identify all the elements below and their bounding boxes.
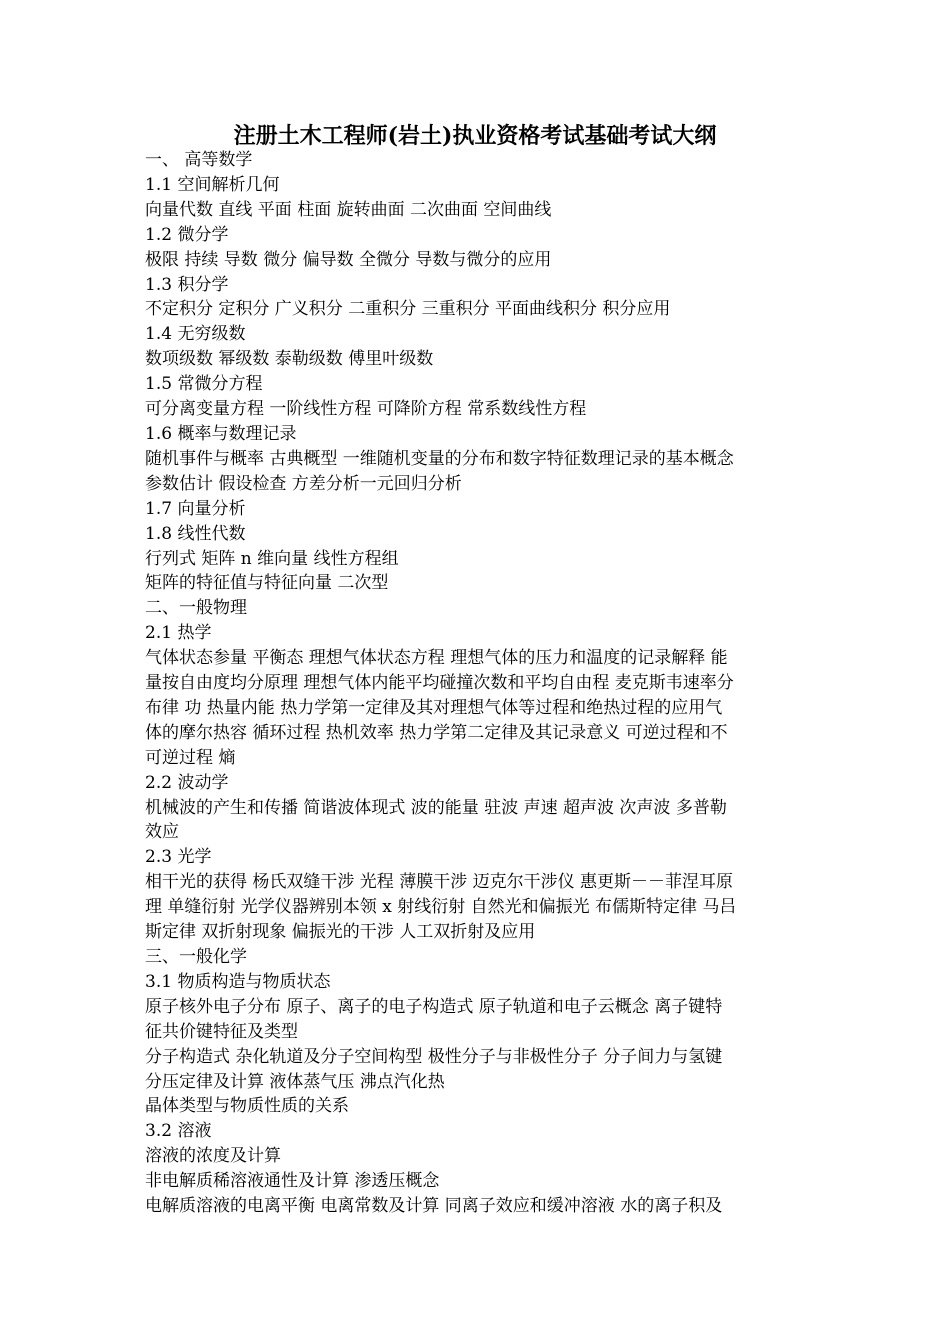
text-line: 1.8 线性代数 xyxy=(145,523,246,544)
text-line: 2.3 光学 xyxy=(145,847,212,868)
text-line: 理 单缝衍射 光学仪器辨别本领 x 射线衍射 自然光和偏振光 布儒斯特定律 马吕 xyxy=(145,897,737,918)
text-line: 分压定律及计算 液体蒸气压 沸点汽化热 xyxy=(145,1071,445,1092)
text-line: 1.2 微分学 xyxy=(145,224,229,245)
text-line: 1.7 向量分析 xyxy=(145,498,246,519)
text-line: 矩阵的特征值与特征向量 二次型 xyxy=(145,573,389,594)
text-line: 效应 xyxy=(145,822,179,843)
text-line: 分子构造式 杂化轨道及分子空间构型 极性分子与非极性分子 分子间力与氢键 xyxy=(145,1046,723,1067)
text-line: 1.5 常微分方程 xyxy=(145,374,263,395)
text-line: 可逆过程 熵 xyxy=(145,747,236,768)
text-line: 3.1 物质构造与物质状态 xyxy=(145,971,331,992)
text-line: 电解质溶液的电离平衡 电离常数及计算 同离子效应和缓冲溶液 水的离子积及 xyxy=(145,1196,723,1217)
text-line: 参数估计 假设检查 方差分析一元回归分析 xyxy=(145,473,462,494)
text-line: 量按自由度均分原理 理想气体内能平均碰撞次数和平均自由程 麦克斯韦速率分 xyxy=(145,673,734,694)
text-line: 3.2 溶液 xyxy=(145,1121,212,1142)
text-line: 随机事件与概率 古典概型 一维随机变量的分布和数字特征数理记录的基本概念 xyxy=(145,448,734,469)
text-line: 1.1 空间解析几何 xyxy=(145,174,280,195)
text-line: 向量代数 直线 平面 柱面 旋转曲面 二次曲面 空间曲线 xyxy=(145,199,552,220)
text-line: 1.6 概率与数理记录 xyxy=(145,423,297,444)
document-title: 注册土木工程师(岩土)执业资格考试基础考试大纲 xyxy=(233,123,717,149)
text-line: 晶体类型与物质性质的关系 xyxy=(145,1096,349,1117)
text-line: 极限 持续 导数 微分 偏导数 全微分 导数与微分的应用 xyxy=(145,249,552,270)
text-line: 相干光的获得 杨氏双缝干涉 光程 薄膜干涉 迈克尔干涉仪 惠更斯－－菲涅耳原 xyxy=(145,872,734,893)
text-line: 可分离变量方程 一阶线性方程 可降阶方程 常系数线性方程 xyxy=(145,399,587,420)
text-line: 1.3 积分学 xyxy=(145,274,229,295)
text-line: 征共价键特征及类型 xyxy=(145,1021,298,1042)
text-line: 数项级数 幂级数 泰勒级数 傅里叶级数 xyxy=(145,349,434,370)
text-line: 二、一般物理 xyxy=(145,598,247,619)
text-line: 机械波的产生和传播 简谐波体现式 波的能量 驻波 声速 超声波 次声波 多普勒 xyxy=(145,797,727,818)
text-line: 不定积分 定积分 广义积分 二重积分 三重积分 平面曲线积分 积分应用 xyxy=(145,299,671,320)
text-line: 1.4 无穷级数 xyxy=(145,324,246,345)
text-line: 行列式 矩阵 n 维向量 线性方程组 xyxy=(145,548,399,569)
text-line: 气体状态参量 平衡态 理想气体状态方程 理想气体的压力和温度的记录解释 能 xyxy=(145,648,728,669)
document-body xyxy=(145,148,810,1219)
text-line: 2.2 波动学 xyxy=(145,772,229,793)
text-line: 三、一般化学 xyxy=(145,947,247,967)
text-line: 原子核外电子分布 原子、离子的电子构造式 原子轨道和电子云概念 离子键特 xyxy=(145,996,723,1017)
text-line: 2.1 热学 xyxy=(145,623,212,644)
text-line: 斯定律 双折射现象 偏振光的干涉 人工双折射及应用 xyxy=(145,922,536,943)
text-line: 布律 功 热量内能 热力学第一定律及其对理想气体等过程和绝热过程的应用气 xyxy=(145,697,723,718)
text-line: 溶液的浓度及计算 xyxy=(145,1146,281,1167)
text-line: 非电解质稀溶液通性及计算 渗透压概念 xyxy=(145,1171,440,1192)
text-line: 体的摩尔热容 循环过程 热机效率 热力学第二定律及其记录意义 可逆过程和不 xyxy=(145,722,728,743)
text-line: 一、 高等数学 xyxy=(145,150,253,170)
